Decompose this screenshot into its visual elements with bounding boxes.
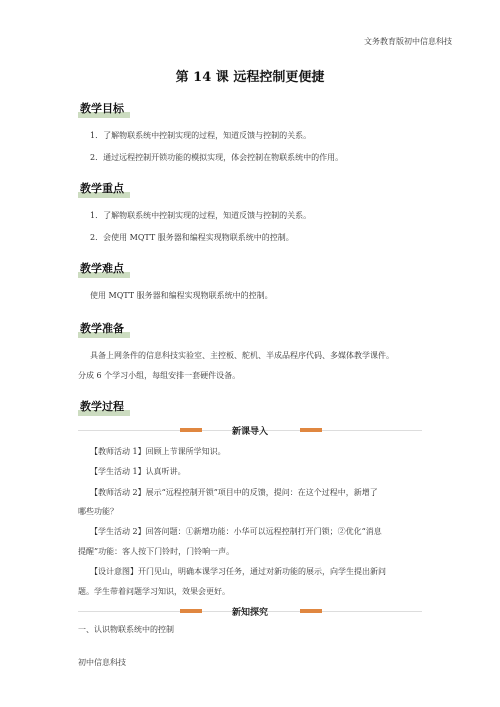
section-difficulties: 教学难点 bbox=[80, 260, 124, 276]
process-line-1: 【教师活动 1】回顾上节课所学知识。 bbox=[90, 447, 226, 456]
process-line-8: 题。学生带着问题学习知识，效果会更好。 bbox=[78, 587, 230, 596]
subsection-intro: 新课导入 bbox=[231, 427, 268, 437]
process-line-5: 【学生活动 2】回答问题：①新增功能：小华可以远程控制打开门锁；②优化“消息 bbox=[90, 527, 382, 536]
footer-label: 初中信息科技 bbox=[78, 658, 126, 667]
subsection-explore: 新知探究 bbox=[231, 608, 268, 618]
key-item-1: 1．了解物联系统中控制实现的过程，知道反馈与控制的关系。 bbox=[90, 211, 312, 220]
goal-item-2: 2．通过远程控制开锁功能的模拟实现，体会控制在物联系统中的作用。 bbox=[90, 153, 344, 162]
goal-item-1: 1．了解物联系统中控制实现的过程，知道反馈与控制的关系。 bbox=[90, 131, 312, 140]
explore-first-item: 一、认识物联系统中的控制 bbox=[78, 625, 174, 634]
difficulty-text: 使用 MQTT 服务器和编程实现物联系统中的控制。 bbox=[90, 291, 273, 300]
preparation-line-2: 分成 6 个学习小组，每组安排一套硬件设备。 bbox=[78, 371, 241, 380]
process-line-2: 【学生活动 1】认真听讲。 bbox=[90, 467, 186, 476]
section-process: 教学过程 bbox=[80, 398, 124, 414]
section-goals: 教学目标 bbox=[80, 100, 124, 116]
process-line-6: 提醒”功能：客人按下门铃时，门铃响一声。 bbox=[78, 547, 235, 556]
section-key-points: 教学重点 bbox=[80, 180, 124, 196]
key-item-2: 2．会使用 MQTT 服务器和编程实现物联系统中的控制。 bbox=[90, 233, 294, 242]
section-preparation: 教学准备 bbox=[80, 320, 124, 336]
process-line-3: 【教师活动 2】展示“远程控制开锁”项目中的反馈，提问：在这个过程中，新增了 bbox=[90, 488, 378, 497]
lesson-title: 第 14 课 远程控制更便捷 bbox=[175, 70, 325, 85]
preparation-line-1: 具备上网条件的信息科技实验室、主控板、舵机、半成品程序代码、多媒体教学课件。 bbox=[90, 351, 394, 360]
process-line-4: 哪些功能？ bbox=[78, 507, 118, 516]
process-line-7: 【设计意图】开门见山，明确本课学习任务，通过对新功能的展示，向学生提出新问 bbox=[90, 567, 386, 576]
header-series: 文务教育版初中信息科技 bbox=[364, 37, 452, 46]
